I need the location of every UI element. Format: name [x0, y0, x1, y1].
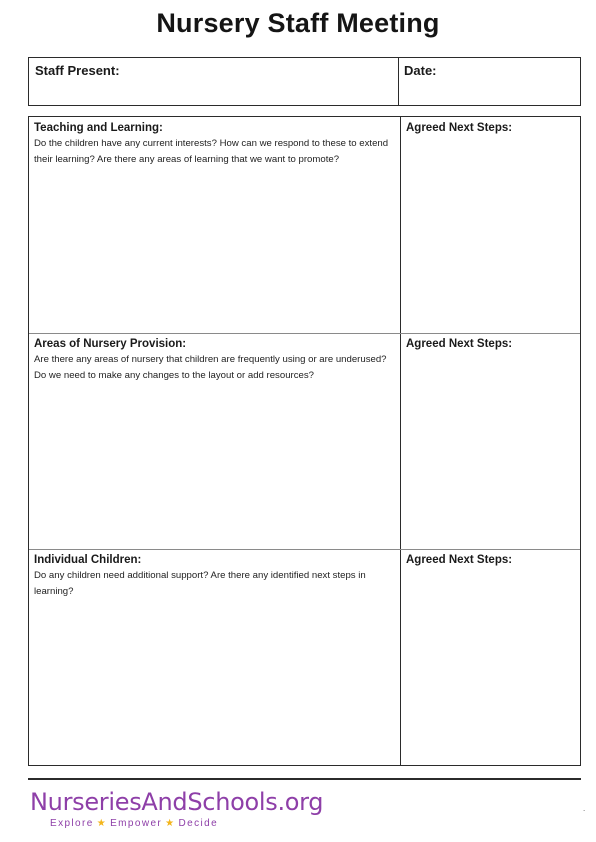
star-icon: ★: [96, 818, 108, 829]
column-divider: [400, 117, 401, 765]
star-icon: ★: [165, 818, 176, 829]
section-title-individual: Individual Children:: [34, 554, 142, 566]
staff-present-label: Staff Present:: [35, 63, 120, 78]
section-title-teaching: Teaching and Learning:: [34, 122, 163, 134]
header-divider: [398, 58, 399, 105]
row-divider-1: [29, 333, 580, 334]
logo-text: NurseriesAndSchools.org: [30, 788, 324, 816]
section-title-provision: Areas of Nursery Provision:: [34, 338, 187, 350]
tagline-word-empower: Empower: [110, 818, 163, 829]
tagline-word-explore: Explore: [50, 818, 94, 829]
corner-mark: .: [583, 804, 586, 813]
next-steps-label-provision: Agreed Next Steps:: [406, 338, 513, 350]
date-label: Date:: [404, 63, 437, 78]
nurseries-and-schools-logo: [30, 788, 324, 836]
next-steps-label-individual: Agreed Next Steps:: [406, 554, 513, 566]
logo-tagline: [50, 818, 218, 829]
section-desc-provision: Are there any areas of nursery that children are frequently using or are underused? Do we need to make any changes to the layout or add resources?: [34, 354, 387, 381]
meeting-table: [28, 116, 581, 766]
section-desc-individual: Do any children need additional support? Are there any identified next steps in learning?: [34, 570, 366, 597]
next-steps-label-teaching: Agreed Next Steps:: [406, 122, 513, 134]
header-table: [28, 57, 581, 106]
footer-rule: [28, 778, 581, 780]
section-desc-teaching: Do the children have any current interests? How can we respond to these to extend their learning? Are there any areas of learning that we want to promote?: [34, 138, 389, 165]
page-title: Nursery Staff Meeting: [156, 8, 440, 38]
tagline-word-decide: Decide: [178, 818, 219, 829]
row-divider-2: [29, 549, 580, 550]
